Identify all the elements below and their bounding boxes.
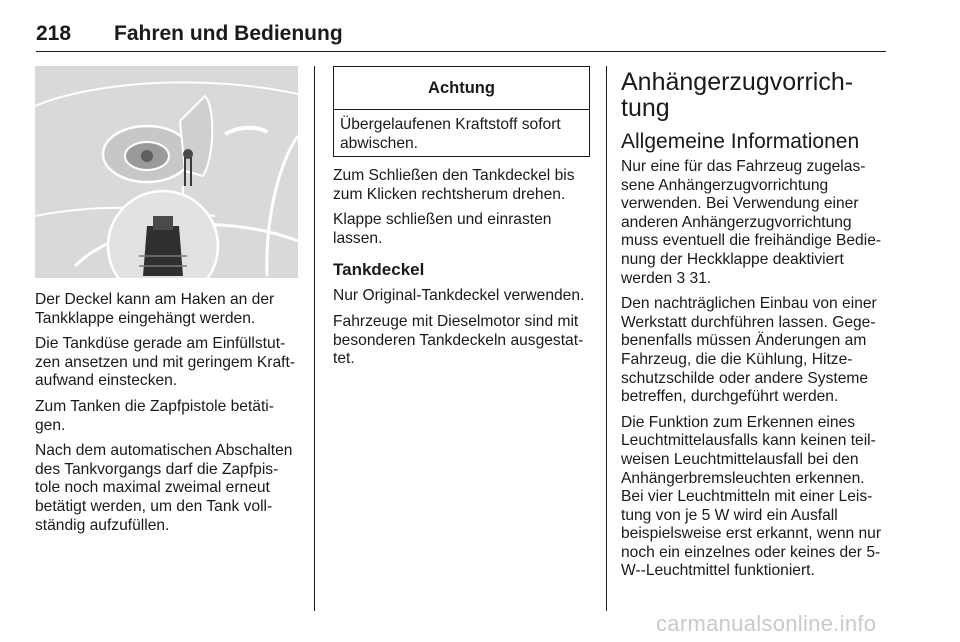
paragraph: Nach dem automatischen Abschalten des Tankvorgangs darf die Zapfpistole noch maximal zweimal erneut betätigt werden, um den Tank vollständig aufzufüllen. [35, 442, 293, 534]
page-number: 218 [36, 22, 72, 45]
warning-title: Achtung [334, 67, 589, 110]
page-reference-icon: 3 [676, 269, 686, 287]
header-rule [36, 51, 886, 52]
column-2-text [333, 167, 591, 376]
section-title: Anhängerzugvorrichtung [621, 68, 854, 122]
paragraph: Fahrzeuge mit Dieselmotor sind mit besonderen Tankdeckeln ausgestattet. [333, 312, 584, 368]
paragraph [621, 158, 887, 288]
paragraph: Die Tankdüse gerade am Einfüllstutzen ansetzen und mit geringem Kraftaufwand einstecken. [35, 335, 296, 390]
chapter-title: Fahren und Bedienung [114, 22, 343, 45]
watermark: carmanualsonline.info [656, 611, 877, 636]
column-3-text [621, 69, 887, 588]
section-subtitle: Allgemeine Informationen [621, 130, 860, 153]
page-reference[interactable]: 31. [689, 269, 712, 287]
paragraph: Zum Schließen den Tankdeckel bis zum Klicken rechtsherum drehen. [333, 167, 575, 203]
fuel-filler-illustration [35, 66, 298, 278]
fuel-filler-drawing [35, 66, 298, 278]
column-1-text [35, 291, 298, 542]
column-divider-2 [606, 66, 607, 611]
paragraph-text: Nur eine für das Fahrzeug zugelassene Anhängerzugvorrichtung verwenden. Bei Verwendung einer anderen Anhängerzugvorrichtung muss eventuell die freihändige Bedienung der Heckklappe deaktiviert werden [621, 158, 882, 287]
paragraph: Die Funktion zum Erkennen eines Leuchtmittelausfalls kann keinen teilweisen Leuchtmittelausfall bei den Anhängerbremsleuchten erkennen. Bei vier Leuchtmitteln mit einer Leistung von je 5 W wird ein Ausfall beispielsweise erst erkannt, wenn nur noch ein einzelnes oder keines der 5-W--Leuchtmittel funktioniert. [621, 413, 882, 580]
subheading-tankdeckel: Tankdeckel [333, 260, 425, 280]
column-divider-1 [314, 66, 315, 611]
warning-box [333, 66, 590, 157]
page-header [36, 22, 886, 50]
paragraph: Nur Original-Tankdeckel verwenden. [333, 287, 585, 305]
paragraph: Den nachträglichen Einbau von einer Werkstatt durchführen lassen. Gegebenenfalls müssen Änderungen am Fahrzeug, die die Kühlung, Hitzeschutzschilde oder andere Systeme betreffen, durchgeführt werden. [621, 295, 877, 406]
warning-text: Übergelaufenen Kraftstoff sofort abwischen. [340, 116, 561, 152]
paragraph: Klappe schließen und einrasten lassen. [333, 211, 552, 247]
paragraph: Der Deckel kann am Haken an der Tankklappe eingehängt werden. [35, 291, 275, 327]
paragraph: Zum Tanken die Zapfpistole betätigen. [35, 397, 274, 434]
